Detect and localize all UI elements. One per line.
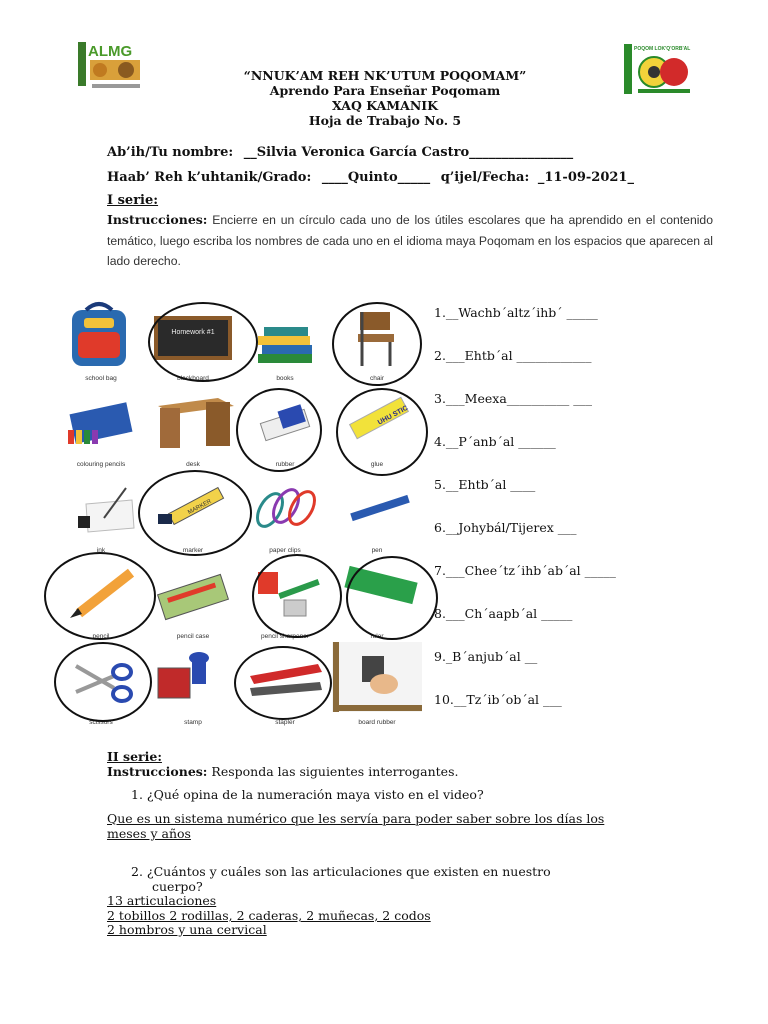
item-stapler[interactable]: stapler [240, 642, 330, 726]
header-subtitle: Aprendo Para Enseñar Poqomam [269, 83, 501, 98]
svg-text:Homework #1: Homework #1 [171, 329, 215, 336]
answer-7[interactable]: 7.___Chee´tz´ihb´ab´al _____ [434, 563, 616, 578]
item-stamp[interactable]: stamp [148, 642, 238, 726]
answer-circle [44, 552, 156, 640]
item-desk[interactable]: desk [148, 384, 238, 468]
item-ruler[interactable]: ruler [332, 556, 422, 640]
serie2-title: II serie: [107, 749, 162, 764]
desk-icon [148, 384, 238, 460]
item-glue[interactable]: UHU STIC glue [332, 384, 422, 468]
item-blackboard[interactable]: Homework #1 blackboard [148, 298, 238, 382]
date-label: q’ijel/Fecha: [440, 170, 530, 185]
answer-circle [236, 388, 322, 472]
serie1-instr-label: Instrucciones: [107, 212, 208, 227]
serie2-instr-label: Instrucciones: [107, 764, 208, 779]
school-bag-icon [56, 298, 146, 374]
answer-circle [252, 554, 342, 638]
svg-text:ALMG: ALMG [88, 43, 133, 60]
answer-2[interactable]: 2.___Ehtb´al ____________ [434, 348, 592, 363]
item-colouring-pencils[interactable]: colouring pencils [56, 384, 146, 468]
poqom-logo [624, 42, 696, 98]
stamp-icon [148, 642, 238, 718]
answer-q1-line2[interactable]: meses y años [107, 826, 191, 841]
item-ink[interactable]: ink [56, 470, 146, 554]
item-pencil-sharpener[interactable]: pencil sharpener [240, 556, 330, 640]
header-title: “NNUK’AM REH NK’UTUM POQOMAM” [243, 68, 527, 83]
grade-date-field [107, 170, 634, 185]
serie1-title: I serie: [107, 193, 159, 208]
question-1: 1. ¿Qué opina de la numeración maya visto en el video? [131, 787, 484, 802]
answer-1[interactable]: 1.__Wachb´altz´ihb´ _____ [434, 305, 598, 320]
pen-icon [332, 470, 422, 546]
question-2-line2: cuerpo? [152, 879, 203, 894]
school-supplies-grid [56, 298, 428, 726]
item-rubber[interactable]: rubber [240, 384, 330, 468]
board-rubber-icon [332, 642, 422, 718]
serie1-instructions [107, 210, 713, 272]
item-scissors[interactable]: scissors [56, 642, 146, 726]
answer-5[interactable]: 5.__Ehtb´al ____ [434, 477, 536, 492]
answer-10[interactable]: 10.__Tz´ib´ob´al ___ [434, 692, 562, 707]
serie1-instr-text: Encierre en un círculo cada uno de los útiles escolares que ha aprendido en el contenido temático, luego escriba los nombres de cada uno en el idioma maya Poqomam en los espacios que aparecen al lado derecho. [107, 213, 713, 268]
name-label: Ab’ih/Tu nombre: [107, 145, 234, 160]
question-2-line1: 2. ¿Cuántos y cuáles son las articulaciones que existen en nuestro [131, 864, 551, 879]
answer-circle [234, 646, 332, 720]
answer-circle [138, 470, 252, 556]
answer-q2-line3[interactable]: 2 hombros y una cervical [107, 922, 267, 937]
header-sheet-number: Hoja de Trabajo No. 5 [308, 113, 462, 128]
almg-logo [78, 42, 146, 92]
svg-text:UHU STIC: UHU STIC [376, 404, 410, 427]
answer-q2-line1[interactable]: 13 articulaciones [107, 893, 217, 908]
item-books[interactable]: books [240, 298, 330, 382]
answer-q1-line1[interactable]: Que es un sistema numérico que les servía para poder saber sobre los días los [107, 811, 605, 826]
name-field [107, 145, 573, 160]
svg-text:MARKER: MARKER [187, 498, 213, 516]
grade-value[interactable]: ____Quinto_____ [321, 170, 431, 185]
answer-circle [336, 388, 428, 476]
answer-6[interactable]: 6.__Johybál/Tijerex ___ [434, 520, 577, 535]
name-value[interactable]: __Silvia Veronica García Castro________________ [243, 145, 574, 160]
colouring-pencils-icon [56, 384, 146, 460]
pencil-case-icon [148, 556, 238, 632]
item-chair[interactable]: chair [332, 298, 422, 382]
serie2-instructions [107, 764, 458, 779]
item-marker[interactable]: MARKER marker [148, 470, 238, 554]
answer-8[interactable]: 8.___Ch´aapb´al _____ [434, 606, 573, 621]
item-pen[interactable]: pen [332, 470, 422, 554]
ink-icon [56, 470, 146, 546]
serie2-instr-text: Responda las siguientes interrogantes. [211, 764, 459, 779]
answer-circle [332, 302, 422, 386]
answer-9[interactable]: 9._B´anjub´al __ [434, 649, 538, 664]
item-pencil-case[interactable]: pencil case [148, 556, 238, 640]
paper-clips-icon [240, 470, 330, 546]
grade-label: Haab’ Reh k’uhtanik/Grado: [107, 170, 312, 185]
header-topic: XAQ KAMANIK [332, 98, 438, 113]
svg-text:POQOM LOK'Q'ORB'AL: POQOM LOK'Q'ORB'AL [634, 46, 691, 52]
answer-4[interactable]: 4.__P´anb´al ______ [434, 434, 556, 449]
answer-3[interactable]: 3.___Meexa__________ ___ [434, 391, 592, 406]
item-school-bag[interactable]: school bag [56, 298, 146, 382]
item-board-rubber[interactable]: board rubber [332, 642, 422, 726]
item-pencil[interactable]: pencil [56, 556, 146, 640]
worksheet-header [150, 68, 620, 128]
answer-q2-line2[interactable]: 2 tobillos 2 rodillas, 2 caderas, 2 muñecas, 2 codos [107, 908, 431, 923]
answer-circle [346, 556, 438, 640]
answer-circle [148, 302, 258, 382]
date-value[interactable]: _11-09-2021_ [537, 170, 634, 185]
answer-circle [54, 642, 152, 722]
item-paper-clips[interactable]: paper clips [240, 470, 330, 554]
